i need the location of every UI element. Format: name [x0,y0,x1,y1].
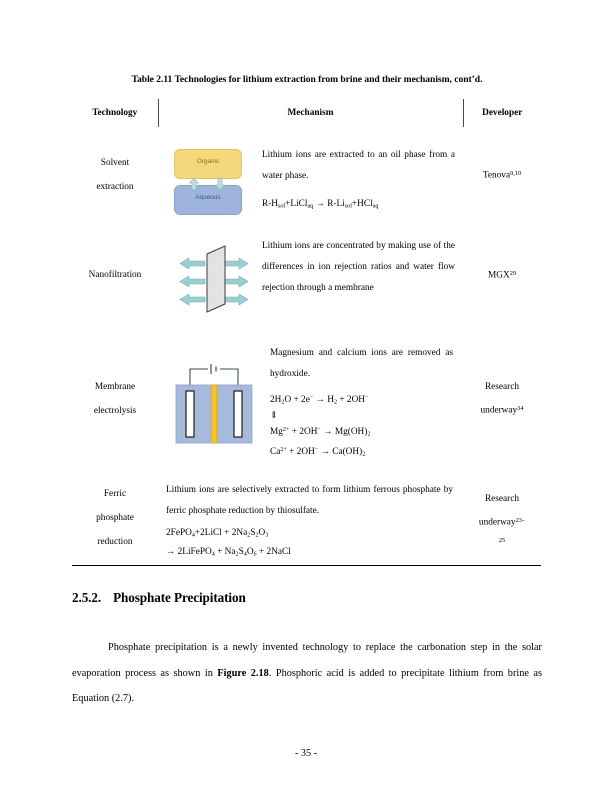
solvent-extraction-diagram [158,134,258,216]
developer-reference: 23– [515,517,526,525]
equation-arrow-down-icon: ⇓ [270,411,278,422]
developer-line1: Research [484,494,520,505]
table-caption: Table 2.11 Technologies for lithium extraction from brine and their mechanism, cont’d. [131,74,483,85]
section-heading [72,590,246,606]
table-row [72,326,541,471]
table-row [72,223,541,326]
equation-ferric-phosphate-reactants: 2FePO$_4$+2LiCl + $2Na_2S_2O_3$ [166,527,269,539]
technology-label-line2: electrolysis [93,405,137,416]
developer-reference: 29 [509,269,516,277]
developer-reference: 9,10 [510,170,522,178]
mechanism-text: Lithium ions are extracted to an oil phase from a water phase. [262,150,455,181]
aqueous-phase-label: Aqueous [195,194,221,201]
paragraph-text-part1: Phosphate precipitation is a newly invented technology to replace the carbonation step in the solar evaporation process as shown in [72,642,542,679]
column-header-technology: Technology [92,108,138,118]
developer-reference-continued: 25 [498,536,506,544]
membrane-figure [167,242,253,320]
developer-line2-wrap [463,510,541,534]
cell-developer-research-underway-23-25 [463,471,541,566]
cell-mechanism-ferric-phosphate-reduction [158,471,463,566]
cell-mechanism-nanofiltration [158,223,463,326]
mechanism-text: Lithium ions are selectively extracted to form lithium ferrous phosphate by ferric phosphate reduction by thiosulfate. [166,484,453,516]
technology-label-line1: Ferric [103,489,127,499]
column-header-developer: Developer [482,108,523,118]
equation-magnesium-hydroxide: $Mg^{2+} + 2OH^- \to Mg(OH)_2$ [270,427,371,438]
cell-mechanism-membrane-electrolysis [158,326,463,471]
developer-line2-wrap [463,398,541,422]
technology-label-line1: Solvent [100,158,130,168]
technology-label-line3: reduction [97,537,133,547]
developer-reference: 34 [517,404,524,412]
equation-solvent-extraction: $R-H_{sol}+LiCl_{aq} \to R-Li_{sol}+HCl_{aq}$ [262,199,379,210]
cell-technology-ferric-phosphate-reduction [72,471,158,566]
column-header-mechanism: Mechanism [158,99,463,127]
equation-ferric-phosphate-products: → 2LiFePO$_4$ + $Na_2S_4O_6$ + 2NaCl [166,546,291,558]
developer-name: Tenova [482,170,511,181]
cell-developer-mgx [463,223,541,326]
body-paragraph [72,635,542,712]
technologies-table [72,99,541,566]
section-title: Phosphate Precipitation [113,590,246,605]
page-number-footer: - 35 - [294,748,318,759]
technology-label-line1: Nanofiltration [88,269,142,280]
section-number: 2.5.2. [72,590,102,605]
mechanism-text: Lithium ions are concentrated by making use of the differences in ion rejection ratios and water flow rejection through a membrane [262,240,455,293]
developer-line2: underway [480,405,518,416]
figure-reference: Figure 2.18 [217,667,269,679]
table-row [72,471,541,566]
membrane-electrolysis-cell-diagram [158,335,266,447]
cell-developer-tenova [463,127,541,223]
table-header-row [72,99,541,127]
technology-label-line2: extraction [96,182,134,192]
arrow-up-icon [188,178,200,190]
developer-name: MGX [487,270,510,281]
nanofiltration-membrane-diagram [158,230,258,320]
cell-technology-membrane-electrolysis [72,326,158,471]
organic-phase-label: Organic [196,158,220,165]
electrolysis-cell-figure [172,357,256,447]
cell-developer-research-underway-34 [463,326,541,471]
cell-technology-solvent-extraction [72,127,158,223]
equation-water-reduction: $2H_2O + 2e^- \to H_2 + 2OH^-$ [270,394,369,406]
table-row [72,127,541,223]
cell-technology-nanofiltration [72,223,158,326]
paragraph-text-part2: . Phosphoric acid is added to precipitate lithium from brine as Equation (2.7). [72,667,543,705]
technology-label-line1: Membrane [94,381,136,392]
technology-label-line2: phosphate [96,513,134,523]
developer-line1: Research [484,381,520,392]
developer-line2: underway [478,517,516,528]
equation-calcium-hydroxide: $Ca^{2+} + 2OH^- \to Ca(OH)_2$ [270,446,366,457]
cell-mechanism-solvent-extraction [158,127,463,223]
mechanism-text: Magnesium and calcium ions are removed as hydroxide. [270,348,453,380]
arrow-down-icon [214,178,226,190]
